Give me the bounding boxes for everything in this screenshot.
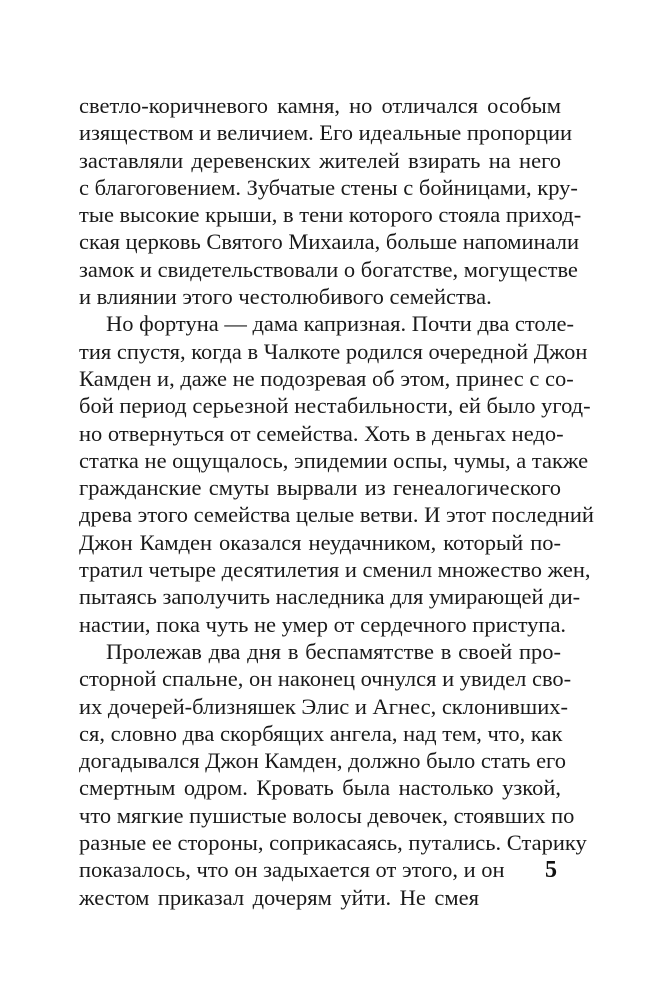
text-line: жестом приказал дочерям уйти. Не смея [79,884,479,910]
text-line: заставляли деревенских жителей взирать на него [79,147,561,173]
text-line: и влиянии этого честолюбивого семейства. [79,284,492,310]
body-text [79,92,594,911]
text-line: изяществом и величием. Его идеальные пропорции [79,120,573,146]
text-line: смертным одром. Кровать была настолько узкой, [79,775,561,801]
text-line: древа этого семейства целые ветви. И этот последний [79,502,594,528]
text-line: но отвернуться от семейства. Хоть в деньгах недо- [79,420,564,446]
paragraph-first-line: Пролежав два дня в беспамятстве в своей про- [106,638,561,664]
paragraph-first-line: Но фортуна — дама капризная. Почти два столе- [106,311,575,337]
page-number: 5 [545,857,557,883]
text-line: догадывался Джон Камден, должно было стать его [79,748,566,774]
text-line: тратил четыре десятилетия и сменил множество жен, [79,557,591,583]
text-line: гражданские смуты вырвали из генеалогического [79,475,561,501]
text-line: тые высокие крыши, в тени которого стояла приход- [79,202,582,228]
text-line: с благоговением. Зубчатые стены с бойницами, кру- [79,174,578,200]
text-line: бой период серьезной нестабильности, ей было угод- [79,393,591,419]
text-line: что мягкие пушистые волосы девочек, стоявших по [79,802,575,828]
text-line: их дочерей-близняшек Элис и Агнес, склонивших- [79,693,569,719]
text-line: разные ее стороны, соприкасаясь, путались. Старику [79,830,587,856]
text-line: тия спустя, когда в Чалкоте родился очередной Джон [79,338,588,364]
text-line: замок и свидетельствовали о богатстве, могуществе [79,256,578,282]
text-line: показалось, что он задыхается от этого, и он [79,857,505,883]
text-line: пытаясь заполучить наследника для умирающей ди- [79,584,581,610]
text-line: Камден и, даже не подозревая об этом, принес с со- [79,365,574,391]
text-line: статка не ощущалось, эпидемии оспы, чумы, а также [79,447,589,473]
text-line: Джон Камден оказался неудачником, который по- [79,529,561,555]
text-line: ся, словно два скорбящих ангела, над тем, что, как [79,720,563,746]
text-line: ская церковь Святого Михаила, больше напоминали [79,229,580,255]
text-line: светло-коричневого камня, но отличался особым [79,93,561,118]
text-line: настии, пока чуть не умер от сердечного приступа. [79,611,567,637]
text-line: сторной спальне, он наконец очнулся и увидел сво- [79,666,572,692]
